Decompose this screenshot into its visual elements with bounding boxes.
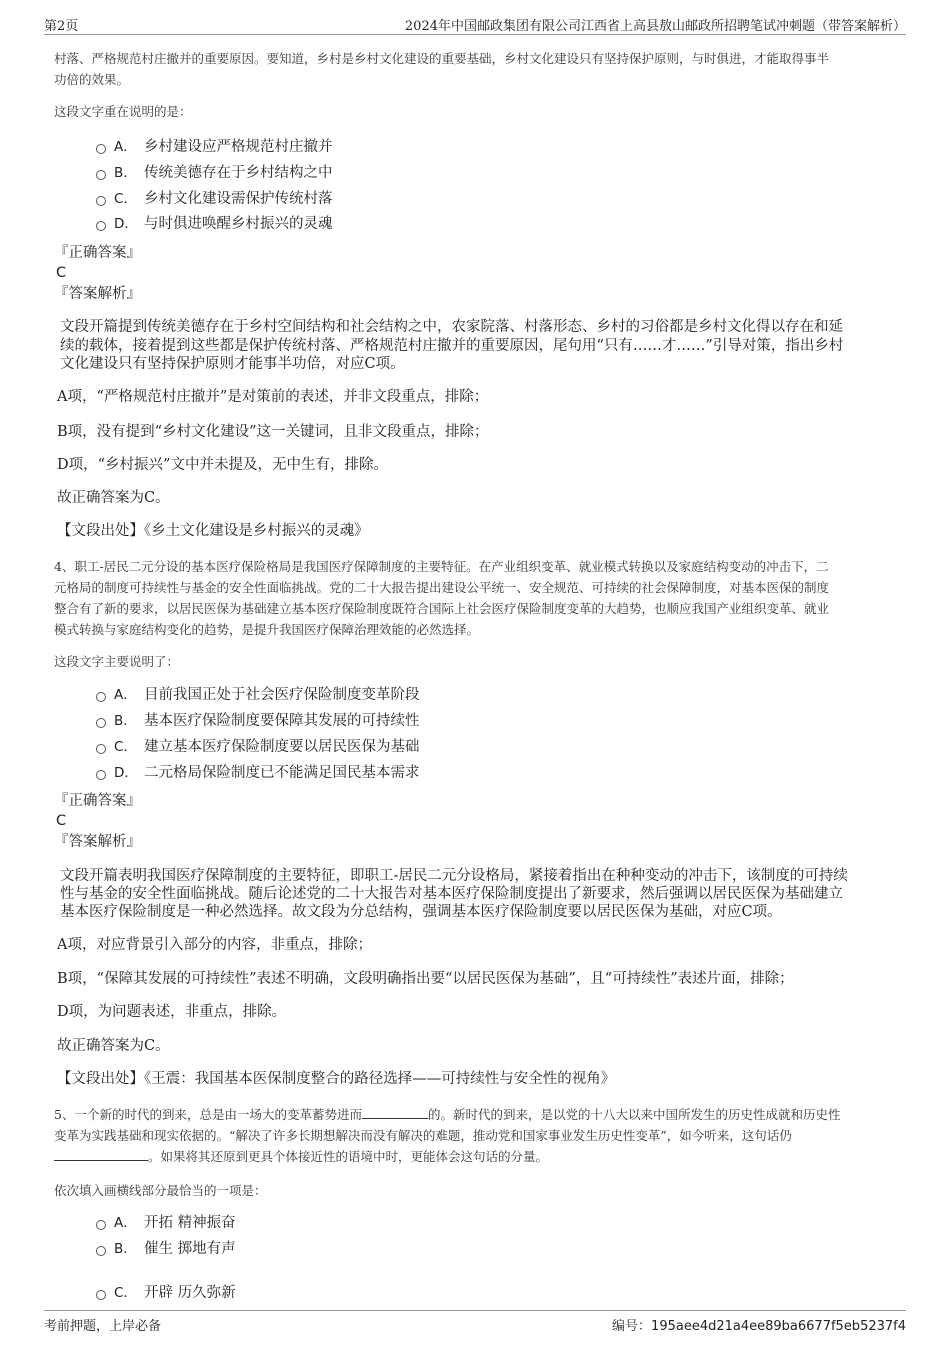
q4-option-a[interactable]: A． 目前我国正处于社会医疗保险制度变革阶段 xyxy=(96,685,420,705)
radio-icon[interactable] xyxy=(96,692,106,702)
q3-source: 【文段出处】《乡土文化建设是乡村振兴的灵魂》 xyxy=(57,523,369,539)
q3-prompt: 这段文字重在说明的是： xyxy=(54,104,192,119)
q4-option-d[interactable]: D． 二元格局保险制度已不能满足国民基本需求 xyxy=(96,763,420,783)
q5-option-c[interactable]: C． 开辟 历久弥新 xyxy=(96,1283,236,1303)
radio-icon[interactable] xyxy=(96,1246,106,1256)
radio-icon[interactable] xyxy=(96,770,106,780)
q3-option-d[interactable]: D． 与时俱进唤醒乡村振兴的灵魂 xyxy=(96,214,333,234)
q4-conclusion: 故正确答案为C。 xyxy=(57,1038,170,1054)
q4-passage-line-2: 元格局的制度可持续性与基金的安全性面临挑战。党的二十大报告提出建设公平统一、安全规范、可持续的社会保障制度，对基本医保的制度 xyxy=(54,580,830,595)
q5-option-b[interactable]: B． 催生 掷地有声 xyxy=(96,1239,236,1259)
radio-icon[interactable] xyxy=(96,221,106,231)
q4-option-b[interactable]: B． 基本医疗保险制度要保障其发展的可持续性 xyxy=(96,711,420,731)
fill-blank-1[interactable] xyxy=(362,1104,428,1119)
q3-note-b: B项，没有提到“乡村文化建设”这一关键词，且非文段重点，排除； xyxy=(57,424,489,440)
radio-icon[interactable] xyxy=(96,718,106,728)
q3-option-b[interactable]: B． 传统美德存在于乡村结构之中 xyxy=(96,163,333,183)
q3-note-a: A项，“严格规范村庄撤并”是对策前的表述，并非文段重点，排除； xyxy=(57,389,489,405)
page-number: 第2页 xyxy=(44,19,79,34)
q4-source: 【文段出处】《王震：我国基本医保制度整合的路径选择——可持续性与安全性的视角》 xyxy=(57,1071,616,1087)
q4-passage-line-4: 模式转换与家庭结构变化的趋势，是提升我国医疗保障治理效能的必然选择。 xyxy=(54,622,480,637)
footer-code: 编号：195aee4d21a4ee89ba6677f5eb5237f4 xyxy=(612,1319,906,1334)
q5-passage-line-1: 5、一个新的时代的到来，总是由一场大的变革蓄势进而 的。新时代的到来，是以党的十八大以来中国所发生的历史性成就和历史性 xyxy=(54,1104,840,1125)
q3-analysis-line-3: 文化建设只有坚持保护原则才能事半功倍，对应C项。 xyxy=(60,356,405,372)
q5-prompt: 依次填入画横线部分最恰当的一项是： xyxy=(54,1183,267,1198)
q4-note-a: A项，对应背景引入部分的内容，非重点，排除； xyxy=(57,937,372,953)
page-footer xyxy=(44,1310,906,1333)
q4-note-b: B项，“保障其发展的可持续性”表述不明确，文段明确指出要“以居民医保为基础”，且“可持续性”表述片面，排除； xyxy=(57,971,794,987)
q3-analysis-line-2: 续的载体，接着提到这些都是保护传统村落、严格规范村庄撤并的重要原因，尾句用“只有……才……”引导对策，指出乡村 xyxy=(60,338,844,354)
q3-option-a[interactable]: A． 乡村建设应严格规范村庄撤并 xyxy=(96,137,333,157)
q5-option-a[interactable]: A． 开拓 精神振奋 xyxy=(96,1213,236,1233)
page-header xyxy=(44,12,906,35)
q4-analysis-label: 『答案解析』 xyxy=(54,834,141,850)
q5-passage-line-3: 。如果将其还原到更具个体接近性的语境中时，更能体会这句话的分量。 xyxy=(54,1146,548,1167)
radio-icon[interactable] xyxy=(96,1290,106,1300)
radio-icon[interactable] xyxy=(96,744,106,754)
q4-analysis-line-3: 基本医疗保险制度是一种必然选择。故文段为分总结构，强调基本医疗保险制度要以居民医保为基础，对应C项。 xyxy=(60,904,782,920)
radio-icon[interactable] xyxy=(96,196,106,206)
q5-passage-line-2: 变革为实践基础和现实依据的。“解决了许多长期想解决而没有解决的难题，推动党和国家事业发生历史性变革”，如今听来，这句话仍 xyxy=(54,1128,792,1143)
q3-conclusion: 故正确答案为C。 xyxy=(57,490,170,506)
q4-passage-line-3: 整合有了新的要求，以居民医保为基础建立基本医疗保险制度既符合国际上社会医疗保险制度变革的大趋势，也顺应我国产业组织变革、就业 xyxy=(54,601,830,616)
q3-answer: C xyxy=(56,265,67,281)
q3-answer-label: 『正确答案』 xyxy=(54,245,141,261)
document-title: 2024年中国邮政集团有限公司江西省上高县敖山邮政所招聘笔试冲刺题（带答案解析） xyxy=(404,19,906,34)
fill-blank-2[interactable] xyxy=(54,1146,148,1161)
q4-prompt: 这段文字主要说明了： xyxy=(54,654,180,669)
radio-icon[interactable] xyxy=(96,170,106,180)
q3-analysis-label: 『答案解析』 xyxy=(54,286,141,302)
q3-note-d: D项，“乡村振兴”文中并未提及，无中生有，排除。 xyxy=(57,457,388,473)
q4-analysis-line-2: 性与基金的安全性面临挑战。随后论述党的二十大报告对基本医疗保险制度提出了新要求，然后强调以居民医保为基础建立 xyxy=(60,886,843,902)
radio-icon[interactable] xyxy=(96,144,106,154)
radio-icon[interactable] xyxy=(96,1220,106,1230)
q3-passage-line-1: 村落、严格规范村庄撤并的重要原因。要知道，乡村是乡村文化建设的重要基础，乡村文化建设只有坚持保护原则，与时俱进，才能取得事半 xyxy=(54,51,830,66)
q4-answer-label: 『正确答案』 xyxy=(54,793,141,809)
q4-analysis-line-1: 文段开篇表明我国医疗保障制度的主要特征，即职工-居民二元分设格局，紧接着指出在种种变动的冲击下，该制度的可持续 xyxy=(60,868,848,884)
footer-slogan: 考前押题，上岸必备 xyxy=(44,1319,162,1334)
q3-option-c[interactable]: C． 乡村文化建设需保护传统村落 xyxy=(96,189,333,209)
q4-option-c[interactable]: C． 建立基本医疗保险制度要以居民医保为基础 xyxy=(96,737,420,757)
q4-note-d: D项，为问题表述，非重点，排除。 xyxy=(57,1004,287,1020)
q3-analysis-line-1: 文段开篇提到传统美德存在于乡村空间结构和社会结构之中，农家院落、村落形态、乡村的习俗都是乡村文化得以存在和延 xyxy=(60,319,843,335)
q4-answer: C xyxy=(56,813,67,829)
q4-passage-line-1: 4、职工-居民二元分设的基本医疗保险格局是我国医疗保障制度的主要特征。在产业组织变革、就业模式转换以及家庭结构变动的冲击下，二 xyxy=(54,559,829,574)
q3-passage-line-2: 功倍的效果。 xyxy=(54,72,130,87)
